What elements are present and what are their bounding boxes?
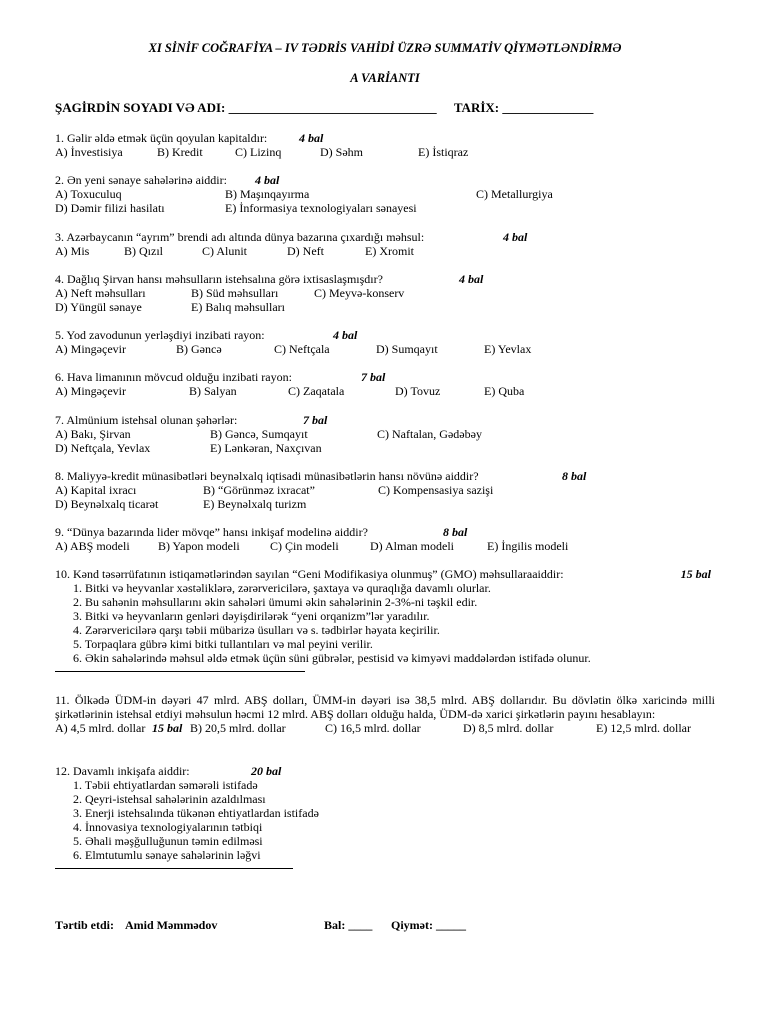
points-label: 4 bal	[255, 173, 280, 187]
grade-field[interactable]: Qiymət: _____	[391, 918, 466, 932]
question-text: 10. Kənd təsərrüfatının istiqamətlərindən sayılan “Geni Modifikasiya olunmuş” (GMO) məhsullaraaiddir:	[55, 567, 564, 581]
option-a[interactable]: A) Neft məhsulları	[55, 286, 146, 300]
option-e[interactable]: E) Beynəlxalq turizm	[203, 497, 307, 511]
statement-item: 4. İnnovasiya texnologiyalarının tətbiqi	[73, 820, 263, 834]
statement-item: 3. Enerji istehsalında tükənən ehtiyatlardan istifadə	[73, 806, 319, 820]
option-b[interactable]: B) Salyan	[189, 384, 237, 398]
option-d[interactable]: D) Tovuz	[395, 384, 441, 398]
points-label: 15 bal	[152, 721, 183, 735]
option-a[interactable]: A) Toxuculuq	[55, 187, 122, 201]
question-text: 9. “Dünya bazarında lider mövqe” hansı inkişaf modelinə aiddir?	[55, 525, 368, 539]
score-field[interactable]: Bal: ____	[324, 918, 373, 932]
option-d[interactable]: D) Neftçala, Yevlax	[55, 441, 151, 455]
question-10	[55, 567, 715, 672]
points-label: 20 bal	[251, 764, 282, 778]
option-d[interactable]: D) 8,5 mlrd. dollar	[463, 721, 554, 735]
option-d[interactable]: D) Alman modeli	[370, 539, 454, 553]
date-field[interactable]: TARİX: ______________	[453, 100, 594, 115]
answer-line[interactable]	[55, 862, 293, 869]
option-b[interactable]: B) Gəncə	[176, 342, 222, 356]
question-text: 7. Almünium istehsal olunan şəhərlər:	[55, 413, 238, 427]
option-c[interactable]: C) Lizinq	[235, 145, 282, 159]
statement-item: 5. Torpaqlara gübrə kimi bitki tullantıları və mal peyini verilir.	[73, 637, 373, 651]
option-d[interactable]: D) Səhm	[320, 145, 363, 159]
points-label: 4 bal	[503, 230, 528, 244]
question-12	[55, 764, 715, 869]
question-text: 1. Gəlir əldə etmək üçün qoyulan kapitaldır:	[55, 131, 268, 145]
question-text: 6. Hava limanının mövcud olduğu inzibati rayon:	[55, 370, 292, 384]
option-e[interactable]: E) İnformasiya texnologiyaları sənayesi	[225, 201, 417, 215]
statement-item: 2. Qeyri-istehsal sahələrinin azaldılması	[73, 792, 266, 806]
option-a[interactable]: A) Mingəçevir	[55, 342, 126, 356]
question-text: 5. Yod zavodunun yerləşdiyi inzibati rayon:	[55, 328, 265, 342]
option-e[interactable]: E) İstiqraz	[418, 145, 469, 159]
question-7	[55, 413, 715, 455]
question-8	[55, 469, 715, 511]
option-a[interactable]: A) Mingəçevir	[55, 384, 126, 398]
author-name: Amid Məmmədov	[125, 918, 218, 932]
option-a[interactable]: A) 4,5 mlrd. dollar	[55, 721, 146, 735]
question-text: 12. Davamlı inkişafa aiddir:	[55, 764, 190, 778]
statement-item: 1. Bitki və heyvanlar xəstəliklərə, zərərvericilərə, şaxtaya və quraqlığa davamlı olurlar.	[73, 581, 491, 595]
document-title: XI SİNİF COĞRAFİYA – IV TƏDRİS VAHİDİ ÜZRƏ SUMMATİV QİYMƏTLƏNDİRMƏ	[148, 41, 622, 55]
question-2	[55, 173, 715, 215]
option-c[interactable]: C) Naftalan, Gədəbəy	[377, 427, 482, 441]
option-a[interactable]: A) İnvestisiya	[55, 145, 123, 159]
student-info-line	[55, 101, 593, 115]
answer-line[interactable]	[55, 665, 305, 672]
statement-item: 2. Bu sahənin məhsullarını əkin sahələri ümumi əkin sahələrinin 2-3%-ni təşkil edir.	[73, 595, 478, 609]
option-e[interactable]: E) Lənkəran, Naxçıvan	[210, 441, 322, 455]
question-3	[55, 230, 715, 258]
option-b[interactable]: B) Maşınqayırma	[225, 187, 310, 201]
option-e[interactable]: E) Quba	[484, 384, 525, 398]
author-label: Tərtib etdi:	[55, 918, 114, 932]
question-text: 4. Dağlıq Şirvan hansı məhsulların istehsalına görə ixtisaslaşmışdır?	[55, 272, 383, 286]
option-d[interactable]: D) Neft	[287, 244, 324, 258]
option-b[interactable]: B) Gəncə, Sumqayıt	[210, 427, 308, 441]
statement-item: 3. Bitki və heyvanların genləri dəyişdirilərək “yeni orqanizm”lər yaradılır.	[73, 609, 430, 623]
option-b[interactable]: B) Yapon modeli	[158, 539, 240, 553]
option-c[interactable]: C) Neftçala	[274, 342, 330, 356]
option-a[interactable]: A) Kapital ixracı	[55, 483, 137, 497]
student-name-field[interactable]: ŞAGİRDİN SOYADI VƏ ADI: ________________________________	[55, 100, 437, 115]
question-5	[55, 328, 715, 356]
statement-item: 5. Əhali məşğulluğunun təmin edilməsi	[73, 834, 263, 848]
option-a[interactable]: A) Bakı, Şirvan	[55, 427, 131, 441]
question-6	[55, 370, 715, 398]
option-c[interactable]: C) Meyvə-konserv	[314, 286, 405, 300]
option-e[interactable]: E) Xromit	[365, 244, 414, 258]
option-e[interactable]: E) Balıq məhsulları	[191, 300, 285, 314]
option-d[interactable]: D) Yüngül sənaye	[55, 300, 142, 314]
option-d[interactable]: D) Dəmir filizi hasilatı	[55, 201, 165, 215]
question-4	[55, 272, 715, 314]
points-label: 7 bal	[361, 370, 386, 384]
points-label: 4 bal	[299, 131, 324, 145]
option-b[interactable]: B) Süd məhsulları	[191, 286, 279, 300]
statement-item: 6. Elmtutumlu sənaye sahələrinin ləğvi	[73, 848, 261, 862]
option-b[interactable]: B) Kredit	[157, 145, 203, 159]
points-label: 4 bal	[459, 272, 484, 286]
option-d[interactable]: D) Beynəlxalq ticarət	[55, 497, 159, 511]
option-b[interactable]: B) “Görünməz ixracat”	[203, 483, 315, 497]
option-c[interactable]: C) Alunit	[202, 244, 248, 258]
option-e[interactable]: E) 12,5 mlrd. dollar	[596, 721, 691, 735]
points-label: 4 bal	[333, 328, 358, 342]
option-b[interactable]: B) Qızıl	[124, 244, 163, 258]
option-b[interactable]: B) 20,5 mlrd. dollar	[190, 721, 286, 735]
option-c[interactable]: C) Kompensasiya sazişi	[378, 483, 494, 497]
question-text: 3. Azərbaycanın “ayrım” brendi adı altında dünya bazarına çıxardığı məhsul:	[55, 230, 425, 244]
option-e[interactable]: E) İngilis modeli	[487, 539, 569, 553]
option-a[interactable]: A) ABŞ modeli	[55, 539, 130, 553]
option-c[interactable]: C) Metallurgiya	[476, 187, 553, 201]
question-11	[55, 693, 715, 735]
option-a[interactable]: A) Mis	[55, 244, 90, 258]
statement-list	[55, 581, 715, 665]
points-label: 8 bal	[562, 469, 587, 483]
question-text: 2. Ən yeni sənaye sahələrinə aiddir:	[55, 173, 227, 187]
statement-item: 4. Zərərvericilərə qarşı təbii mübarizə üsulları və s. tədbirlər həyata keçirilir.	[73, 623, 440, 637]
statement-item: 6. Əkin sahələrində məhsul əldə etmək üçün süni gübrələr, pestisid və kimyəvi maddələrdən istifadə olunur.	[73, 651, 591, 665]
option-e[interactable]: E) Yevlax	[484, 342, 532, 356]
points-label: 8 bal	[443, 525, 468, 539]
option-c[interactable]: C) Çin modeli	[270, 539, 339, 553]
points-label: 15 bal	[680, 567, 711, 581]
question-text: 11. Ölkədə ÜDM-in dəyəri 47 mlrd. ABŞ dolları, ÜMM-in dəyəri isə 38,5 mlrd. ABŞ dollarıdır. Bu dövlətin ölkə xaricində milli şirkətlərinin istehsal etdiyi məhsulun həcmi 12 mlrd. ABŞ dolları olduğu halda, ÜDM-də xarici şirkətlərin payını hesablayın:	[55, 693, 715, 721]
statement-list	[55, 778, 715, 862]
variant-label: A VARİANTI	[350, 71, 420, 85]
option-c[interactable]: C) Zaqatala	[288, 384, 345, 398]
option-d[interactable]: D) Sumqayıt	[376, 342, 438, 356]
question-1	[55, 131, 715, 159]
option-c[interactable]: C) 16,5 mlrd. dollar	[325, 721, 421, 735]
points-label: 7 bal	[303, 413, 328, 427]
question-text: 8. Maliyyə-kredit münasibətləri beynəlxalq iqtisadi münasibətlərin hansı növünə aiddir?	[55, 469, 479, 483]
question-9	[55, 525, 715, 553]
statement-item: 1. Təbii ehtiyatlardan səmərəli istifadə	[73, 778, 258, 792]
